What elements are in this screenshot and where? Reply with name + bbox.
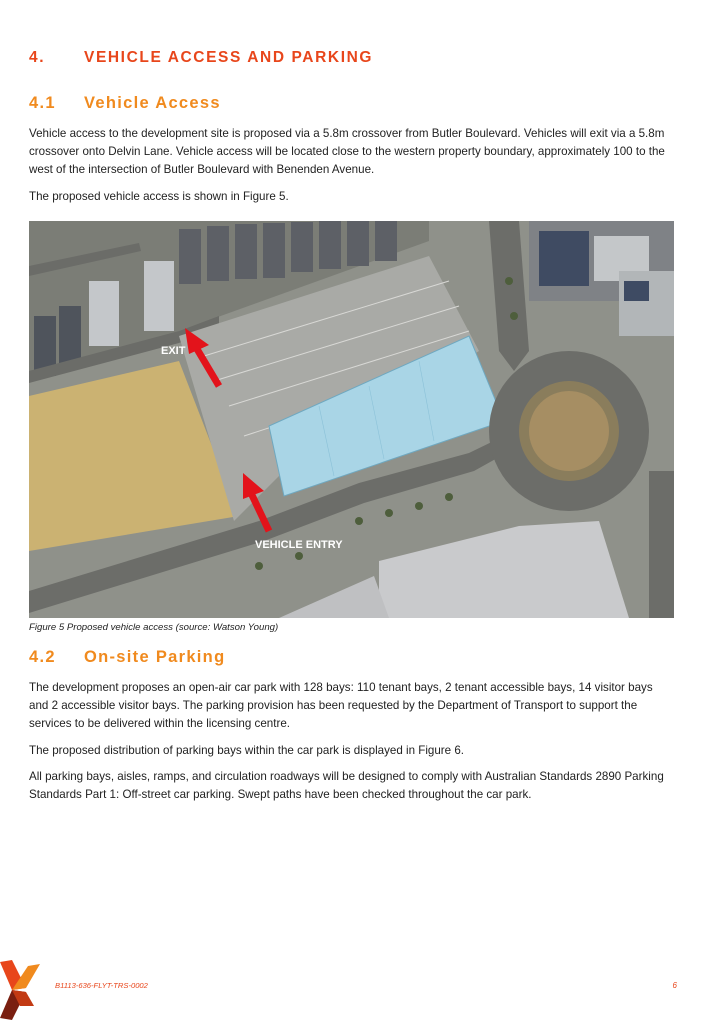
vehicle-entry-label: VEHICLE ENTRY [255, 539, 343, 551]
company-logo-icon [0, 960, 42, 1022]
figure-5-aerial-site-plan [29, 221, 674, 618]
section-title: VEHICLE ACCESS AND PARKING [84, 49, 374, 66]
section-number: 4. [29, 49, 46, 66]
subsection-title: Vehicle Access [84, 94, 221, 112]
footer-document-code: B1113-636-FLYT-TRS-0002 [55, 981, 148, 990]
aerial-map-image [29, 221, 674, 618]
parking-figure-reference: The proposed distribution of parking bays within the car park is displayed in Figure 6. [29, 744, 464, 757]
section-heading [29, 49, 373, 67]
subsection-title: On-site Parking [84, 648, 226, 666]
footer-page-number: 6 [672, 981, 677, 990]
subsection-heading-vehicle-access [29, 94, 221, 113]
subsection-number: 4.1 [29, 94, 56, 112]
vehicle-access-paragraph: Vehicle access to the development site is proposed via a 5.8m crossover from Butler Boulevard. Vehicles will exit via a 5.8m crossover onto Delvin Lane. Vehicle access will be located close to the western property boundary, approximately 100 to the west of the intersection of Butler Boulevard with Benenden Avenue. [29, 127, 665, 176]
on-site-parking-paragraph: The development proposes an open-air car park with 128 bays: 110 tenant bays, 2 tenant accessible bays, 14 visitor bays and 2 accessible visitor bays. The parking provision has been requested by the Department of Transport to support the services to be delivered within the licensing centre. [29, 681, 653, 730]
subsection-number: 4.2 [29, 648, 56, 666]
vehicle-access-figure-reference: The proposed vehicle access is shown in Figure 5. [29, 190, 289, 203]
parking-standards-paragraph: All parking bays, aisles, ramps, and circulation roadways will be designed to comply with Australian Standards 2890 Parking Standards Part 1: Off-street car parking. Swept paths have been checked throughout the car park. [29, 770, 664, 801]
exit-label: EXIT [161, 345, 186, 357]
subsection-heading-on-site-parking [29, 648, 225, 667]
figure-5-caption: Figure 5 Proposed vehicle access (source: Watson Young) [29, 622, 279, 633]
